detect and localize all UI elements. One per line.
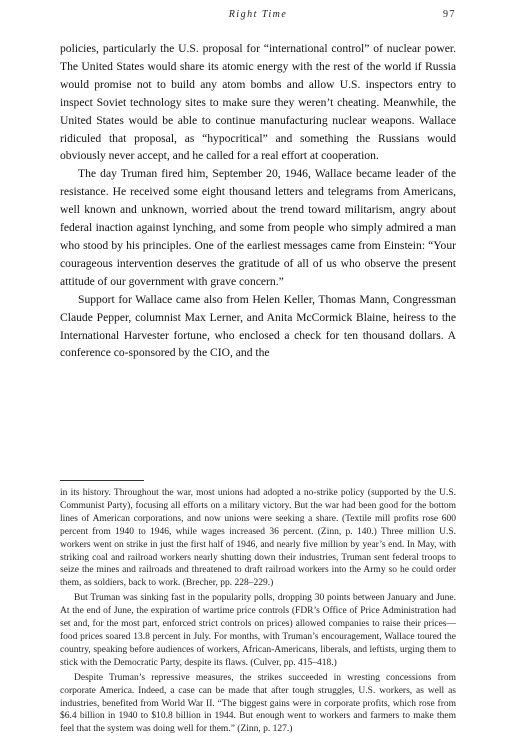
footnote-paragraph-3: Despite Truman’s repressive measures, the strikes succeeded in wresting concessions from corporate America. Indeed, a case can be made that after tough struggles, U.S. workers, as well as industries, benefited from World War II. “The biggest gains were in corporate profits, which rose from $6.4 billion in 1940 to $10.8 billion in 1944. But enough went to workers and farmers to make them feel that the system was doing well for them.” (Zinn, p. 127.) — [60, 672, 456, 735]
main-text — [60, 40, 456, 362]
body-paragraph-1: policies, particularly the U.S. proposal for “international control” of nuclear power. The United States would share its atomic energy with the rest of the world if Russia would promise not to build any atom bombs and allow U.S. inspectors entry to inspect Soviet technology sites to make sure they weren’t cheating. Meanwhile, the United States would be able to continue manufacturing nuclear weapons. Wallace ridiculed that proposal, as “hypocritical” and something the Russians would obviously never accept, and he called for a real effort at cooperation. — [60, 42, 456, 163]
running-head-title: Right Time — [228, 9, 288, 20]
page-number: 97 — [443, 9, 456, 20]
footnote-paragraph-2: But Truman was sinking fast in the popularity polls, dropping 30 points between January and June. At the end of June, the expiration of wartime price controls (FDR’s Office of Price Administration had set and, for the most part, enforced strict controls on prices) allowed companies to raise their prices—food prices soared 13.8 percent in July. For months, with Truman’s encouragement, Wallace toured the country, speaking before audiences of workers, African-Americans, liberals, and leftists, urging them to stick with the Democratic Party, despite its flaws. (Culver, pp. 415–418.) — [60, 593, 456, 668]
footnote-divider — [60, 480, 144, 481]
body-paragraph-2: The day Truman fired him, September 20, 1946, Wallace became leader of the resistance. He received some eight thousand letters and telegrams from Americans, well known and unknown, worried about the trend toward militarism, angry about federal inaction against lynching, and some from people who simply admired a man who stood by his principles. One of the earliest messages came from Einstein: “Your courageous intervention deserves the gratitude of all of us who observe the present attitude of our government with grave concern.” — [60, 167, 456, 288]
footnote-paragraph-1: in its history. Throughout the war, most unions had adopted a no-strike policy (supported by the U.S. Communist Party), focusing all efforts on a military victory. But the war had been good for the bottom lines of American corporations, and now unions were seeking a share. (Textile mill profits rose 600 percent from 1940 to 1946, while wages increased 36 percent. (Zinn, p. 140.) Three million U.S. workers went on strike in just the first half of 1946, and nearly five million by year’s end. In May, with striking coal and railroad workers nearly shutting down their industries, Truman sent federal troops to seize the mines and railroads and threatened to draft railroad workers into the Army so he could order them, as soldiers, back to work. (Brecher, pp. 228–229.) — [60, 488, 456, 589]
footnotes — [60, 487, 456, 738]
body-paragraph-3: Support for Wallace came also from Helen Keller, Thomas Mann, Congressman Claude Pepper, columnist Max Lerner, and Anita McCormick Blaine, heiress to the International Harvester fortune, who enclosed a check for ten thousand dollars. A conference co-sponsored by the CIO, and the — [60, 292, 456, 360]
